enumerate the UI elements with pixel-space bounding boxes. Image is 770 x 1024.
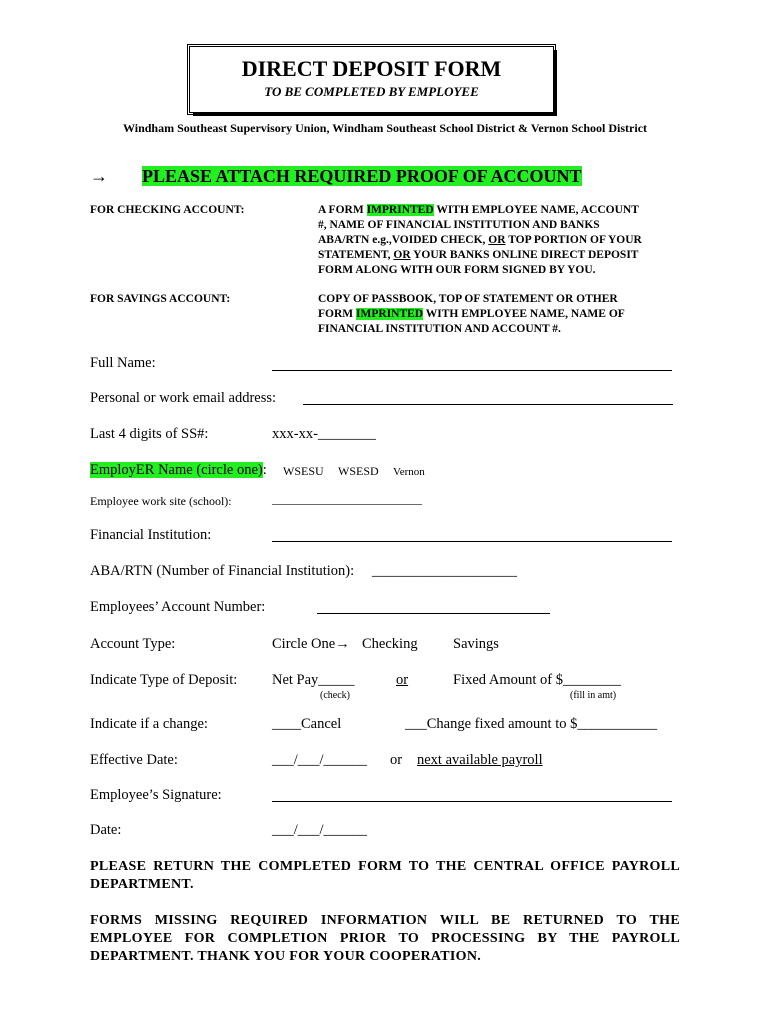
account-number-label: Employees’ Account Number: — [90, 599, 266, 615]
net-pay-field[interactable]: Net Pay_____ — [272, 672, 355, 688]
change-label: Indicate if a change: — [90, 716, 208, 732]
district-line: Windham Southeast Supervisory Union, Windham Southeast School District & Vernon School District — [122, 121, 648, 135]
right-arrow-icon: → — [335, 636, 350, 652]
missing-info-note: FORMS MISSING REQUIRED INFORMATION WILL BE RETURNED TO THE EMPLOYEE FOR COMPLETION PRIOR TO PROCESSING BY THE PAYROLL DEPARTMENT. THANK YOU FOR YOUR COOPERATION. — [90, 913, 680, 964]
deposit-type-label: Indicate Type of Deposit: — [90, 672, 238, 688]
email-label: Personal or work email address: — [90, 390, 277, 406]
return-note: PLEASE RETURN THE COMPLETED FORM TO THE CENTRAL OFFICE PAYROLL DEPARTMENT. — [90, 859, 680, 892]
worksite-label: Employee work site (school): — [90, 494, 232, 508]
effective-date-field[interactable]: ___/___/______ — [272, 752, 368, 768]
full-name-label: Full Name: — [90, 355, 156, 371]
right-arrow-icon: → — [90, 166, 108, 186]
checking-instructions: A FORM IMPRINTED WITH EMPLOYEE NAME, ACCOUNT #, NAME OF FINANCIAL INSTITUTION AND BANKS ABA/RTN e.g.,VOIDED CHECK, OR TOP PORTION OF YOUR STATEMENT, OR YOUR BANKS ONLINE DIRECT DEPOSIT FORM ALONG WITH OUR FORM SIGNED BY YOU. — [318, 204, 642, 276]
effective-date-label: Effective Date: — [90, 752, 178, 768]
financial-institution-field[interactable] — [272, 541, 672, 542]
check-note: (check) — [320, 690, 350, 701]
ssn-label: Last 4 digits of SS#: — [90, 426, 209, 442]
signature-field[interactable] — [272, 801, 672, 802]
full-name-field[interactable] — [272, 370, 672, 371]
imprinted-highlight-savings: IMPRINTED — [356, 308, 424, 320]
account-type-label: Account Type: — [90, 636, 176, 652]
effective-date-or: or — [390, 752, 403, 768]
date-field[interactable]: ___/___/______ — [272, 822, 368, 838]
account-number-field[interactable] — [317, 613, 550, 614]
title-box — [187, 44, 556, 115]
fill-amount-note: (fill in amt) — [570, 690, 617, 701]
financial-institution-label: Financial Institution: — [90, 527, 212, 543]
worksite-field[interactable]: _________________________ — [272, 492, 422, 506]
imprinted-highlight: IMPRINTED — [366, 204, 434, 216]
deposit-or: or — [396, 672, 409, 688]
change-fixed-option[interactable]: ___Change fixed amount to $___________ — [405, 716, 658, 732]
date-label: Date: — [90, 822, 122, 838]
ssn-field[interactable]: xxx-xx-________ — [272, 426, 376, 442]
aba-field[interactable]: ____________________ — [372, 563, 517, 579]
title-shadow-right — [553, 50, 557, 116]
form-subtitle: TO BE COMPLETED BY EMPLOYEE — [264, 84, 479, 99]
email-field[interactable] — [303, 404, 673, 405]
account-type-savings[interactable]: Savings — [453, 636, 499, 652]
title-shadow-bottom — [193, 112, 556, 116]
employer-option-wsesd[interactable]: WSESD — [338, 464, 379, 478]
signature-label: Employee’s Signature: — [90, 787, 222, 803]
employer-option-wsesu[interactable]: WSESU — [283, 464, 324, 478]
employer-option-vernon[interactable]: Vernon — [393, 466, 425, 478]
form-title: DIRECT DEPOSIT FORM — [241, 56, 502, 81]
proof-heading — [90, 166, 582, 187]
checking-label: FOR CHECKING ACCOUNT: — [90, 204, 245, 216]
next-payroll-option[interactable]: next available payroll — [417, 752, 543, 768]
savings-label: FOR SAVINGS ACCOUNT: — [90, 293, 231, 305]
circle-one-text: Circle One→ — [272, 636, 350, 652]
savings-instructions: COPY OF PASSBOOK, TOP OF STATEMENT OR OTHER FORM IMPRINTED WITH EMPLOYEE NAME, NAME OF FINANCIAL INSTITUTION AND ACCOUNT #. — [318, 293, 625, 335]
account-type-checking[interactable]: Checking — [362, 636, 418, 652]
employer-label: EmployER Name (circle one): — [90, 462, 267, 478]
cancel-option[interactable]: ____Cancel — [272, 716, 342, 732]
fixed-amount-field[interactable]: Fixed Amount of $________ — [453, 672, 621, 688]
proof-heading-text: PLEASE ATTACH REQUIRED PROOF OF ACCOUNT — [142, 166, 582, 186]
aba-label: ABA/RTN (Number of Financial Institution): — [90, 563, 355, 579]
